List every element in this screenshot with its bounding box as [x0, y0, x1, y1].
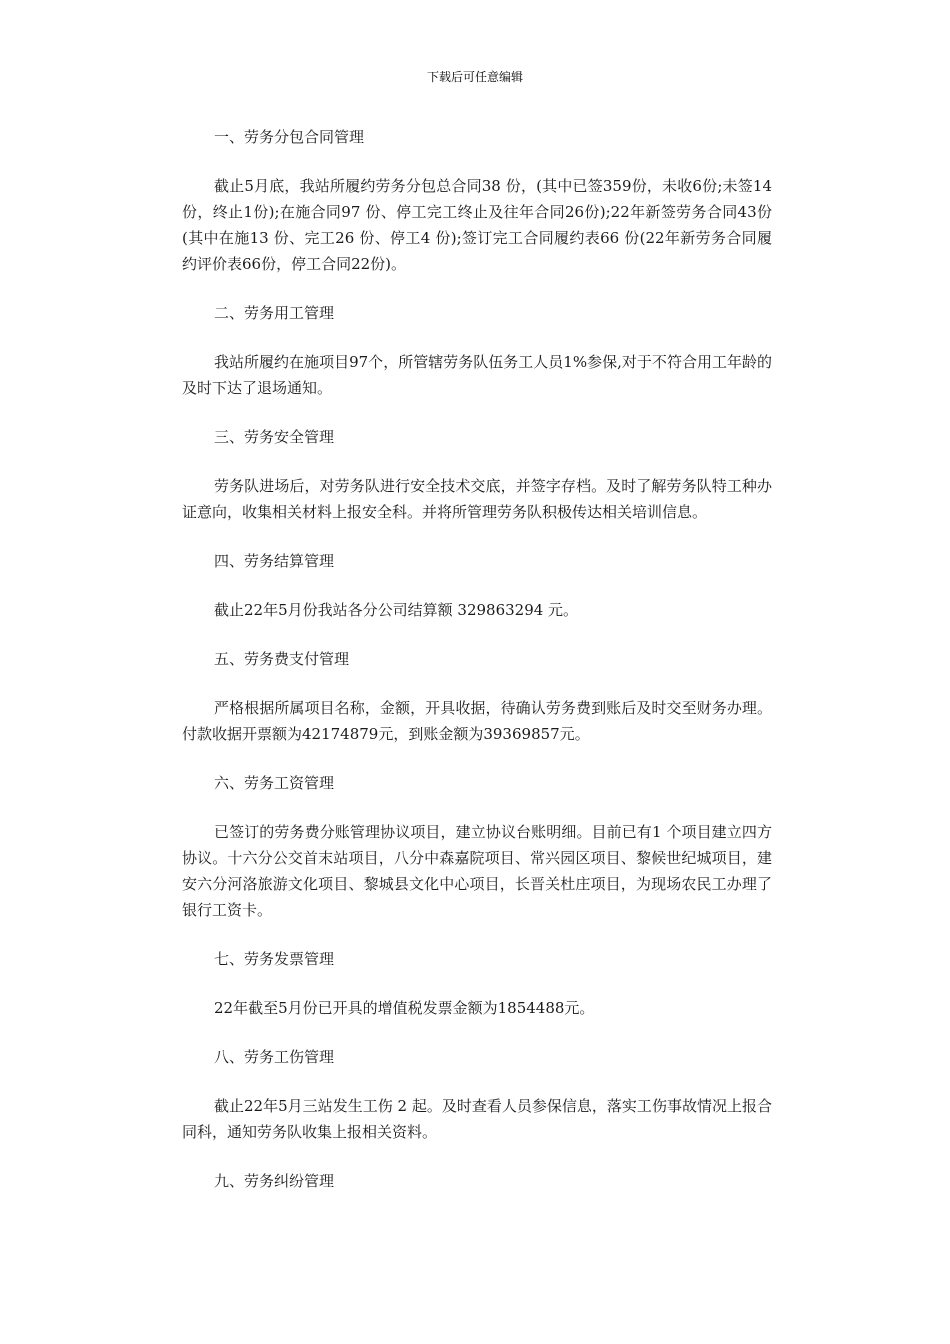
page-header-note: 下载后可任意编辑	[426, 70, 523, 84]
section-heading: 八、劳务工伤管理	[214, 1048, 335, 1066]
section-paragraph: 已签订的劳务费分账管理协议项目，建立协议台账明细。目前已有1 个项目建立四方协议。十六分公交首末站项目，八分中森嘉院项目、常兴园区项目、黎候世纪城项目，建安六分河洛旅游文化项目、黎城县文化中心项目，长晋关杜庄项目，为现场农民工办理了银行工资卡。	[182, 823, 772, 919]
section-paragraph: 劳务队进场后，对劳务队进行安全技术交底，并签字存档。及时了解劳务队特工种办证意向，收集相关材料上报安全科。并将所管理劳务队积极传达相关培训信息。	[182, 477, 772, 521]
section-heading: 一、劳务分包合同管理	[214, 128, 365, 146]
section-heading: 四、劳务结算管理	[214, 552, 335, 570]
section-paragraph: 截止22年5月三站发生工伤 2 起。及时查看人员参保信息，落实工伤事故情况上报合同科，通知劳务队收集上报相关资料。	[182, 1097, 772, 1141]
section-heading: 五、劳务费支付管理	[214, 650, 350, 668]
section-heading: 七、劳务发票管理	[214, 950, 335, 968]
section-paragraph: 严格根据所属项目名称，金额，开具收据，待确认劳务费到账后及时交至财务办理。付款收据开票额为42174879元，到账金额为39369857元。	[182, 699, 772, 743]
document-body	[182, 124, 772, 1217]
section-heading: 九、劳务纠纷管理	[214, 1172, 335, 1190]
section-paragraph: 22年截至5月份已开具的增值税发票金额为1854488元。	[214, 999, 595, 1017]
section-paragraph: 我站所履约在施项目97个，所管辖劳务队伍务工人员1%参保,对于不符合用工年龄的及时下达了退场通知。	[182, 353, 772, 397]
section-heading: 六、劳务工资管理	[214, 774, 335, 792]
section-heading: 二、劳务用工管理	[214, 304, 335, 322]
section-paragraph: 截止22年5月份我站各分公司结算额 329863294 元。	[214, 601, 579, 619]
section-heading: 三、劳务安全管理	[214, 428, 335, 446]
section-paragraph: 截止5月底，我站所履约劳务分包总合同38 份，(其中已签359份，未收6份;未签14份，终止1份);在施合同97 份、停工完工终止及往年合同26份);22年新签劳务合同43份(其中在施13 份、完工26 份、停工4 份);签订完工合同履约表66 份(22年新劳务合同履约评价表66份，停工合同22份)。	[182, 177, 772, 273]
